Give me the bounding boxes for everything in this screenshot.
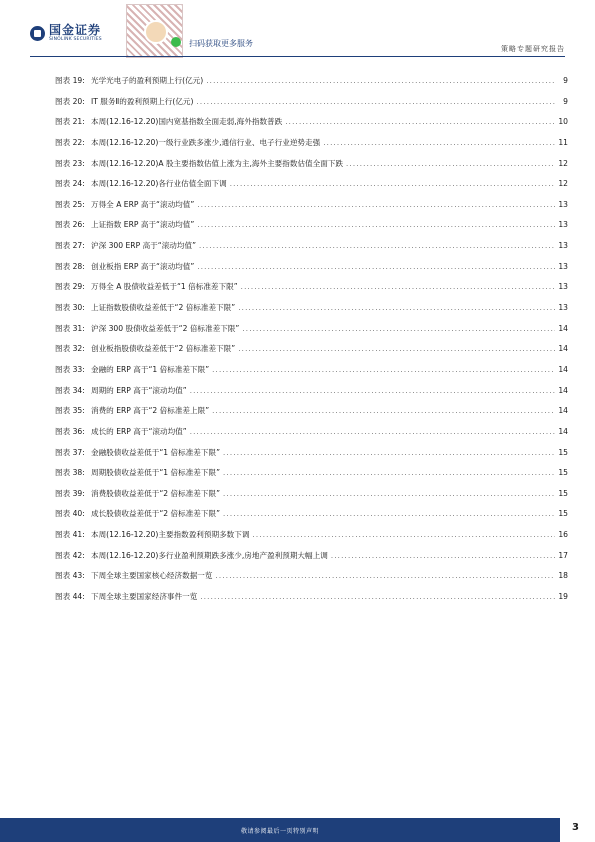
wechat-icon [171,37,181,47]
toc-row[interactable] [55,343,568,364]
header-divider [30,56,565,57]
toc-figure-title: IT 服务Ⅱ的盈利预期上行(亿元) [91,96,194,106]
toc-page-number: 14 [558,323,568,333]
toc-figure-title: 本周(12.16-12.20)主要指数盈利预期多数下调 [91,530,250,540]
toc-page-number: 14 [558,406,568,416]
toc-row[interactable] [55,426,568,447]
toc-leader-dots [252,531,555,539]
toc-page-number: 15 [558,468,568,478]
toc-figure-title: 金融股债收益差低于“1 倍标准差下限” [91,447,221,457]
toc-page-number: 15 [558,509,568,519]
toc-figure-title: 万得全 A 股债收益差低于“1 倍标准差下限” [91,282,238,292]
toc-page-number: 13 [558,199,568,209]
toc-figure-label: 图表 24: [55,179,85,189]
toc-leader-dots [212,366,555,374]
toc-row[interactable] [55,75,568,96]
toc-row[interactable] [55,219,568,240]
toc-row[interactable] [55,447,568,468]
toc-leader-dots [242,325,555,333]
toc-figure-label: 图表 25: [55,199,85,209]
toc-page-number: 9 [563,76,568,85]
toc-figure-label: 图表 30: [55,303,85,313]
toc-figure-title: 周期股债收益差低于“1 倍标准差下限” [91,468,221,478]
toc-row[interactable] [55,281,568,302]
toc-leader-dots [241,283,555,291]
toc-leader-dots [285,118,555,126]
toc-leader-dots [238,345,555,353]
toc-figure-title: 消费的 ERP 高于“2 倍标准差上限” [91,406,210,416]
toc-row[interactable] [55,508,568,529]
toc-figure-title: 沪深 300 ERP 高于“滚动均值” [91,241,197,251]
toc-figure-label: 图表 21: [55,117,85,127]
toc-page-number: 14 [558,426,568,436]
toc-row[interactable] [55,302,568,323]
toc-figure-title: 万得全 A ERP 高于“滚动均值” [91,199,195,209]
toc-row[interactable] [55,385,568,406]
logo-chinese-name: 国金证券 [49,23,102,37]
toc-figure-title: 成长的 ERP 高于“滚动均值” [91,426,187,436]
toc-page-number: 14 [558,344,568,354]
toc-page-number: 18 [558,571,568,581]
toc-row[interactable] [55,488,568,509]
toc-row[interactable] [55,158,568,179]
toc-page-number: 13 [558,282,568,292]
toc-leader-dots [216,572,556,580]
logo-english-name: SINOLINK SECURITIES [49,37,102,42]
toc-figure-title: 下周全球主要国家核心经济数据一览 [91,571,213,581]
toc-leader-dots [223,469,555,477]
toc-leader-dots [230,180,555,188]
toc-row[interactable] [55,116,568,137]
toc-leader-dots [238,304,555,312]
toc-figure-title: 消费股债收益差低于“2 倍标准差下限” [91,488,221,498]
toc-figure-title: 下周全球主要国家经济事件一览 [91,592,198,602]
toc-figure-label: 图表 40: [55,509,85,519]
toc-page-number: 9 [563,96,568,106]
toc-figure-label: 图表 20: [55,96,85,106]
toc-leader-dots [199,242,555,250]
toc-figure-label: 图表 32: [55,344,85,354]
logo-mark-icon [30,26,45,41]
toc-leader-dots [331,552,555,560]
toc-row[interactable] [55,137,568,158]
toc-page-number: 13 [558,261,568,271]
toc-leader-dots [197,98,556,106]
toc-page-number: 15 [558,447,568,457]
toc-figure-label: 图表 33: [55,364,85,374]
toc-page-number: 13 [558,303,568,313]
toc-figure-label: 图表 35: [55,406,85,416]
qr-center-seal-icon [144,20,168,44]
figure-list [55,75,568,612]
toc-leader-dots [190,387,555,395]
toc-figure-label: 图表 37: [55,447,85,457]
toc-figure-label: 图表 41: [55,530,85,540]
toc-figure-title: 本周(12.16-12.20)国内宽基指数全面走弱,海外指数普跌 [91,117,283,127]
toc-leader-dots [223,490,555,498]
toc-figure-title: 上证指数 ERP 高于“滚动均值” [91,220,195,230]
toc-row[interactable] [55,178,568,199]
toc-page-number: 13 [558,220,568,230]
toc-figure-label: 图表 28: [55,261,85,271]
toc-leader-dots [197,221,555,229]
toc-row[interactable] [55,591,568,612]
toc-leader-dots [223,510,555,518]
toc-leader-dots [197,263,555,271]
toc-figure-label: 图表 39: [55,488,85,498]
page-header [0,0,595,62]
toc-page-number: 12 [558,158,568,168]
toc-figure-title: 成长股债收益差低于“2 倍标准差下限” [91,509,221,519]
scan-prompt: 扫码获取更多服务 [189,39,253,48]
toc-page-number: 13 [558,241,568,251]
toc-figure-label: 图表 19: [55,76,85,85]
report-type: 策略专题研究报告 [501,45,565,53]
toc-page-number: 16 [558,530,568,540]
footer-disclaimer: 敬请参阅最后一页特别声明 [240,828,319,835]
toc-figure-title: 创业板指股债收益差低于“2 倍标准差下限” [91,344,236,354]
toc-figure-title: 周期的 ERP 高于“滚动均值” [91,385,187,395]
toc-row[interactable] [55,199,568,220]
page-number: 3 [572,822,579,833]
toc-page-number: 17 [558,550,568,560]
toc-figure-label: 图表 42: [55,550,85,560]
toc-page-number: 14 [558,385,568,395]
toc-leader-dots [223,449,555,457]
toc-figure-title: 金融的 ERP 高于“1 倍标准差下限” [91,364,210,374]
toc-figure-label: 图表 22: [55,137,85,147]
company-logo [30,24,102,43]
toc-figure-label: 图表 44: [55,592,85,602]
toc-page-number: 10 [558,117,568,127]
qr-code[interactable] [126,4,183,58]
toc-figure-label: 图表 26: [55,220,85,230]
toc-figure-label: 图表 29: [55,282,85,292]
toc-figure-label: 图表 34: [55,385,85,395]
toc-row[interactable] [55,261,568,282]
toc-figure-title: 上证指数股债收益差低于“2 倍标准差下限” [91,303,236,313]
toc-figure-title: 本周(12.16-12.20)A 股主要指数估值上涨为主,海外主要指数估值全面下跌 [91,158,344,168]
toc-page-number: 19 [558,592,568,602]
toc-figure-title: 本周(12.16-12.20)多行业盈利预期跌多涨少,房地产盈利预期大幅上调 [91,550,328,560]
toc-leader-dots [197,201,555,209]
toc-figure-label: 图表 38: [55,468,85,478]
toc-leader-dots [206,77,555,85]
toc-row[interactable] [55,323,568,344]
toc-figure-title: 光学光电子的盈利预期上行(亿元) [91,76,204,85]
toc-figure-label: 图表 27: [55,241,85,251]
toc-figure-title: 本周(12.16-12.20)一级行业跌多涨少,通信行业、电子行业逆势走强 [91,137,321,147]
toc-figure-label: 图表 23: [55,158,85,168]
toc-leader-dots [190,428,555,436]
toc-row[interactable] [55,96,568,117]
toc-leader-dots [200,593,555,601]
toc-leader-dots [346,160,555,168]
toc-figure-title: 创业板指 ERP 高于“滚动均值” [91,261,195,271]
toc-page-number: 12 [558,179,568,189]
toc-figure-label: 图表 43: [55,571,85,581]
toc-row[interactable] [55,240,568,261]
toc-leader-dots [212,407,555,415]
page-footer [0,818,560,842]
toc-figure-label: 图表 31: [55,323,85,333]
toc-leader-dots [323,139,555,147]
toc-page-number: 15 [558,488,568,498]
toc-figure-title: 本周(12.16-12.20)各行业估值全面下调 [91,179,227,189]
toc-page-number: 14 [558,364,568,374]
toc-row[interactable] [55,570,568,591]
toc-row[interactable] [55,364,568,385]
toc-row[interactable] [55,467,568,488]
toc-row[interactable] [55,529,568,550]
toc-page-number: 11 [558,137,568,147]
toc-figure-title: 沪深 300 股债收益差低于“2 倍标准差下限” [91,323,240,333]
toc-figure-label: 图表 36: [55,426,85,436]
toc-row[interactable] [55,405,568,426]
toc-row[interactable] [55,550,568,571]
